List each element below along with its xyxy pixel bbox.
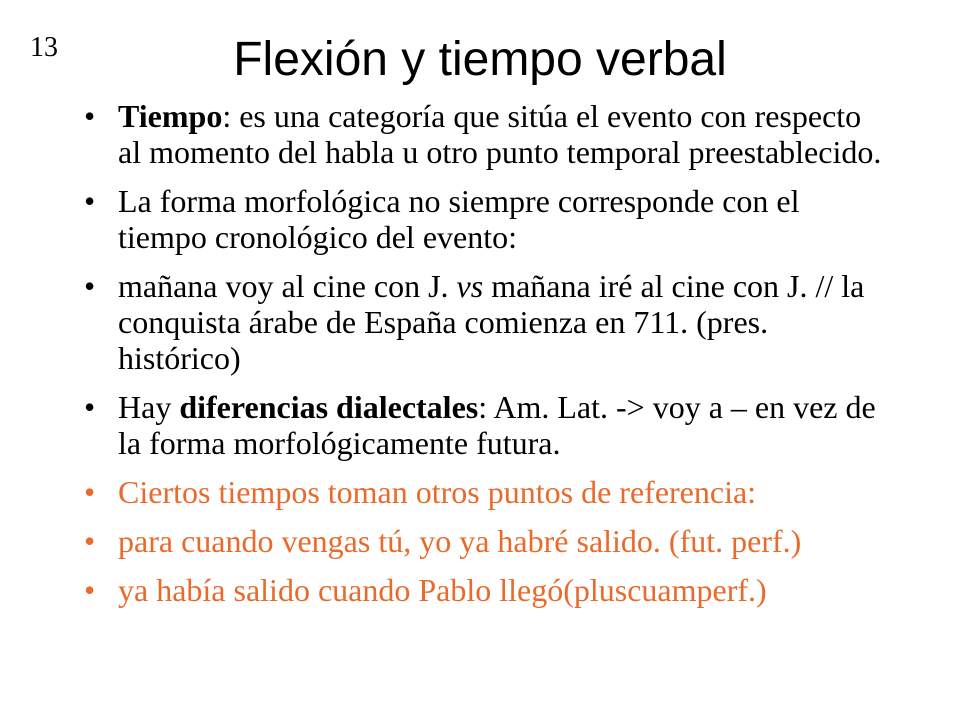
bullet-item-puntos-referencia [84, 474, 884, 510]
bullet-text-italic: vs [456, 268, 484, 304]
bullet-item-pluscuamperf [84, 572, 884, 608]
bullet-text: Ciertos tiempos toman otros puntos de referencia: [118, 474, 757, 510]
bullet-text: : es una categoría que sitúa el evento con respecto al momento del habla u otro punto temporal preestablecido. [118, 98, 882, 170]
bullet-term: Tiempo [118, 98, 223, 134]
bullet-dot-icon: • [84, 474, 96, 510]
bullet-term: diferencias dialectales [179, 389, 479, 425]
bullet-dot-icon: • [84, 523, 96, 559]
slide-number: 13 [30, 32, 58, 63]
bullet-text: : Am. Lat. -> voy a – en vez de la forma morfológicamente futura. [118, 389, 876, 461]
bullet-item-forma-morfologica [84, 183, 884, 255]
bullet-item-tiempo [84, 98, 884, 170]
bullet-text: mañana voy al cine con J. [118, 268, 457, 304]
bullet-text: La forma morfológica no siempre corresponde con el tiempo cronológico del evento: [118, 183, 800, 255]
bullet-text: Hay [118, 389, 180, 425]
bullet-dot-icon: • [84, 268, 96, 304]
bullet-text: ya había salido cuando Pablo llegó(pluscuamperf.) [118, 572, 767, 608]
bullet-dot-icon: • [84, 98, 96, 134]
bullet-dot-icon: • [84, 572, 96, 608]
bullet-list [84, 98, 884, 621]
bullet-dot-icon: • [84, 389, 96, 425]
bullet-text: para cuando vengas tú, yo ya habré salido. (fut. perf.) [118, 523, 802, 559]
bullet-text: mañana iré al cine con J. // la conquista árabe de España comienza en 711. (pres. histórico) [118, 268, 865, 376]
bullet-item-example-cine [84, 268, 884, 376]
slide-title: Flexión y tiempo verbal [233, 33, 727, 86]
bullet-dot-icon: • [84, 183, 96, 219]
bullet-item-diferencias-dialectales [84, 389, 884, 461]
bullet-item-fut-perf [84, 523, 884, 559]
